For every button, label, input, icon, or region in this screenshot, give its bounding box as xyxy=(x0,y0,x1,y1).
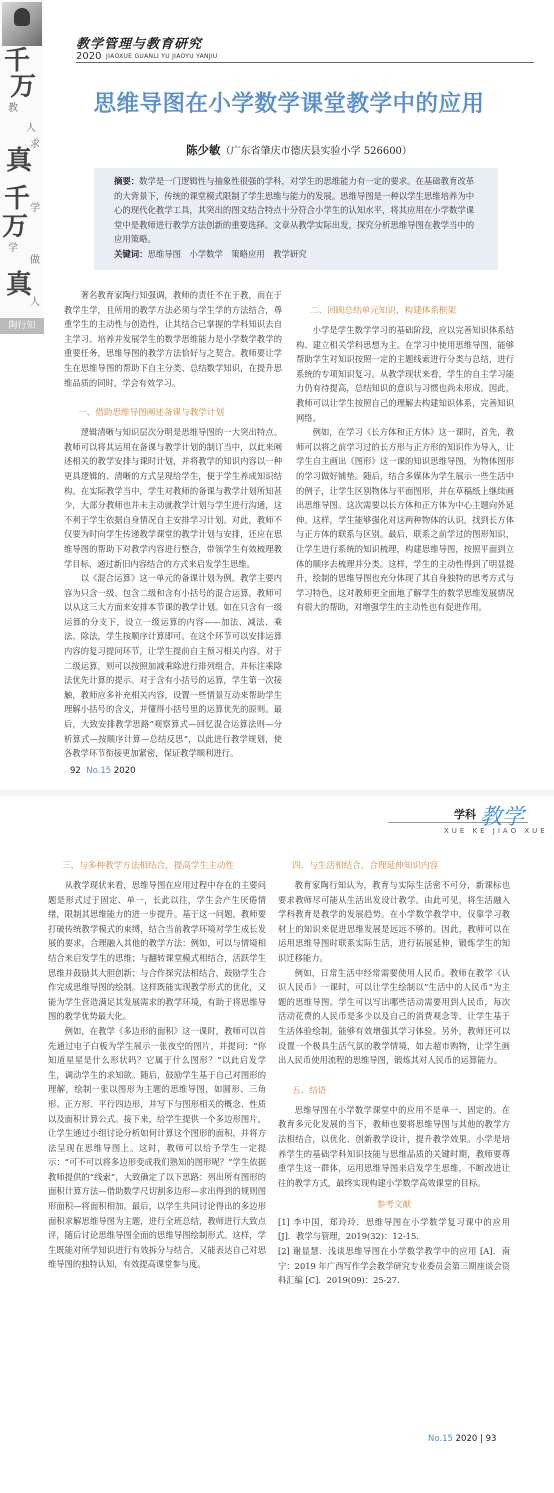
journal-title: 教学管理与教育研究 xyxy=(76,37,203,52)
portrait-image xyxy=(2,2,42,46)
logo-pinyin: XUE KE JIAO XUE xyxy=(444,827,548,835)
keywords-line xyxy=(114,247,478,262)
journal-year: 2020 xyxy=(76,51,102,62)
body-column-1 xyxy=(64,288,282,761)
paragraph: 教育家陶行知认为，教育与实际生活密不可分，新课标也要求教师尽可能从生活出发设计教学。由此可见，将生活融入学科教育是教学的发展趋势。在小学数学教学中，仅靠学习教材上的知识来促进思维发展是远远不够的。因此，教师可以在运用思维导图时联系实际生活，进行拓展延伸，锻炼学生的知识迁移能力。 xyxy=(278,880,510,963)
issue-year: 2020 xyxy=(113,766,136,776)
section-logo xyxy=(418,800,554,840)
deco-glyph: 万 xyxy=(2,212,29,242)
body-column-4 xyxy=(278,843,510,1288)
body-column-2 xyxy=(296,288,514,615)
section-heading: 二、回顾总结单元知识，构建体系框架 xyxy=(310,306,457,316)
paragraph: 著名教育家陶行知强调，教师的责任不在于教，而在于教学生学，且所用的教学方法必须与学生学的方法结合，尊重学生的主动性与创造性，让其结合已掌握的学科知识去自主学习。培养并发展学生的数学思维能力是小学数学教学的重要任务，思维导图的教学方法恰好与之契合。教师要让学生在思维导图的帮助下自主分类、总结数学知识，在提升思维品质的同时，学会有效学习。 xyxy=(64,290,282,388)
reference-item: [1] 李中国，郑玲玲．思维导图在小学数学复习课中的应用 [J]．教学与管理，2019(32)：12-15. xyxy=(278,1216,510,1242)
article-title: 思维导图在小学数学课堂教学中的应用 xyxy=(93,91,485,117)
abstract-box xyxy=(94,168,498,270)
page-divider xyxy=(0,790,554,796)
author-name: 陈少敏 xyxy=(186,143,221,157)
page-folio-left xyxy=(70,766,136,776)
body-column-3 xyxy=(48,843,266,1272)
section-heading: 五、结语 xyxy=(292,1085,327,1096)
page-number: 93 xyxy=(485,1434,497,1444)
deco-glyph: 学 xyxy=(8,243,18,254)
section-heading: 一、借助思维导图阐述备课与教学计划 xyxy=(78,408,225,419)
deco-glyph: 千 xyxy=(4,46,31,76)
keywords-label: 关键词： xyxy=(114,248,148,259)
paragraph: 小学是学生数学学习的基础阶段，应以完善知识体系结构、建立相关学科思想为主。在学习中使用思维导图，能够帮助学生对知识按照一定的主题线索进行分类与总结，进行系统的专项知识复习。从教学现状来看，学生的自主学习能力仍有待提高，总结知识的意识与习惯也尚未形成。因此，教师可以让学生按照自己的理解去构建知识体系，完善知识网络。 xyxy=(296,325,514,423)
paragraph: 从教学现状来看，思维导图在应用过程中存在的主要问题是形式过于固定、单一，长此以往，学生会产生厌倦情绪，限制其思维能力的进一步提升。基于这一问题，教师要打破传统教学模式的束缚，结合当前教学环境对学生成长发展的要求，合理融入其他的教学方法：例如，可以与情境相结合来启发学生的思维；与翻转课堂模式相结合，活跃学生思维并鼓励其大胆创新；与合作探究法相结合，鼓励学生合作完成思维导图的绘制。这样既能实现教学形式的优化，又能为学生营造满足其发展需求的教学环境，有助于将思维导图的教学优势最大化。 xyxy=(48,880,266,1022)
deco-glyph: 人 xyxy=(30,297,40,308)
paragraph: 逻辑清晰与知识层次分明是思维导图的一大突出特点。教师可以将其运用在备课与教学计划的制订当中，以此来阐述相关的教学安排与课时计划，并将教学的知识内容以一种更具逻辑的、清晰的方式呈现给学生，便于学生养成知识结构。在实际教学当中，学生对教师的备课与教学计划所知甚少，大部分教师也并未主动就教学计划与学生进行沟通，这不利于学生依据自身情况自主安排学习计划。对此，教师不仅要为时向学生传递教学课堂的教学计划与安排，还应在思维导图的帮助下对教学内容进行整合，带领学生有效梳理教学目标，通过新旧内容结合的方式来启发学生思维。 xyxy=(64,427,282,569)
keywords: 思维导图 小学数学 策略应用 教学研究 xyxy=(147,248,307,259)
deco-glyph: 真 xyxy=(6,146,33,176)
paragraph: 例如，在教学《多边形的面积》这一课时，教师可以首先通过电子白板为学生展示一张夜空的图片，并提问：“你知道星星是什么形状吗？它属于什么图形？”以此启发学生，调动学生的求知欲。随后，鼓励学生基于自己对图形的理解，绘制一张以图形为主题的思维导图，如圆形、三角形、正方形、平行四边形，并写下与图形相关的概念、性质以及面积计算公式。接下来，给学生提供一个多边形图片，让学生通过小组讨论分析如何计算这个图形的面积，并将方法呈现在思维导图上。这时，教师可以给予学生一定提示：“可不可以将多边形变成我们熟知的图形呢？”学生依据教师提供的“线索”，大致确定了以下思路：列出所有图形的面积计算方法—借助数学尺切割多边形—求出得到的规则图形面积—将面积相加。最后，以学生共同讨论得出的多边形面积求解思维导图为主题，进行全班总结，教师进行大致点评，随后讨论思维导图全面的思维导图绘制形式。这样，学生既能对所学知识进行有效拆分与结合，又能表达自己对思维导图的独特认知，有效提高课堂参与度。 xyxy=(48,1025,266,1270)
paragraph: 例如，日常生活中经常需要使用人民币。教师在教学《认识人民币》一课时，可以让学生绘制以“生活中的人民币”为主题的思维导图。学生可以写出哪些活动需要用到人民币，每次活动花费的人民币是多少以及自己的消费观念等。让学生基于生活体验绘制，能够有效增强其学习体验。另外，教师还可以设置一个极具生活气氛的教学情境，如去超市购物，让学生画出人民币使用流程的思维导图，锻炼其对人民币的运算能力。 xyxy=(278,967,510,1066)
author-line xyxy=(64,142,534,158)
abstract-text xyxy=(114,174,478,247)
journal-pinyin: JIAOXUE GUANLI YU JIAOYU YANJIU xyxy=(106,53,218,60)
author-affiliation: （广东省肇庆市德庆县实验小学 526600） xyxy=(220,146,412,157)
deco-glyph: 万 xyxy=(10,72,37,102)
deco-glyph: 教 xyxy=(8,103,18,114)
deco-glyph: 人 xyxy=(26,123,36,134)
logo-big: 教学 xyxy=(480,805,525,830)
page-folio-right: No.15 2020 | 93 xyxy=(428,1434,497,1444)
deco-glyph: 求 xyxy=(30,139,40,150)
deco-tag: 陶行知 xyxy=(0,318,44,334)
deco-glyph: 学 xyxy=(30,203,40,214)
references-heading: 参考文献 xyxy=(376,1200,412,1211)
paragraph: 以《混合运算》这一单元的备课计划为例。教学主要内容为只含一级、包含二级和含有小括号的混合运算，教师可以从这三大方面来安排本节课的教学计划。如在只含有一级运算的分支下，设立一级运算的内容——加法、减法、乘法、除法，学生按顺序计算即可。在这个环节可以安排运算内容的复习提问环节，让学生提前自主预习相关内容。对于二级运算，则可以按照加减乘除进行排列组合，并标注乘除法优先计算的提示。对于含有小括号的运算，学生第一次接触，教师应多补充相关内容，设置一些情景互动来帮助学生理解小括号的含义，并懂得小括号里的运算优先的原则。最后，大致安排教学思路“观察算式—回忆混合运算法则—分析算式—按顺序计算—总结反思”，以此进行教学规划，使各教学环节衔接更加紧密，保证教学顺利进行。 xyxy=(64,573,282,759)
section-heading: 四、与生活相结合，合理延伸知识内容 xyxy=(292,861,439,871)
issue-number: No.15 xyxy=(86,766,112,776)
deco-glyph: 真 xyxy=(6,270,33,300)
abstract-body: 数学是一门逻辑性与抽象性很强的学科，对学生的思维能力有一定的要求。在基础教育改革的大背景下，传统的课堂模式限制了学生思维与能力的发展。思维导图是一种以学生思维培养为中心的现代化教学工具，其突出的图文结合特点十分符合小学生的认知水平，将其应用在小学数学课堂中是教师进行教学方法创新的重要选择。文章从教学实际出发，探究分析思维导图在教学当中的应用策略。 xyxy=(114,176,475,245)
issue-number: No.15 xyxy=(428,1434,453,1444)
paragraph: 思维导图在小学数学课堂中的应用不是单一、固定的。在教育多元化发展的当下，教师也要将思维导图与其他的教学方法相结合，以优化、创新教学设计，提升教学效果。小学是培养学生的基础学科知识技能与思维品质的关键时期，教师要尊重学生这一群体，运用思维导图来启发学生思维，不断改进让往的教学方式，最终实现构建小学数学高效课堂的目标。 xyxy=(278,1104,510,1188)
logo-cn: 学科 xyxy=(454,808,476,821)
paragraph: 例如，在学习《长方体和正方体》这一课时，首先，教师可以将之前学习过的长方形与正方形的知识作为导入，让学生自主画出《图形》这一课的知识思维导图，为物体图形的学习做好铺垫。随后，结合多媒体为学生展示一些生活中的例子，让学生区别物体与平面图形，并在草稿纸上继续画出思维导图。这次需要以长方体和正方体为中心主题向外延伸。这样，学生能够强化对这两种物体的认识，找到长方体与正方体的联系与区别。最后，联系之前学过的图形知识，让学生进行系统的知识梳理，构建思维导图，按照平面到立体的顺序去梳理并分类。这样，学生的主动性得到了明显提升，绘制的思维导图也充分体现了其自身独特的思考方式与学习特色，这对教师更全面地了解学生的数学思维发展情况有很大的帮助，对增强学生的主动性也有促进作用。 xyxy=(296,427,514,613)
deco-glyph: 千 xyxy=(4,184,31,214)
page-number: 92 xyxy=(70,766,81,776)
calligraphy-decoration xyxy=(0,0,44,335)
reference-item: [2] 谢显慧．浅谈思维导图在小学数学教学中的应用 [A]．南宁：2019 年广西写作学会教学研究专业委员会第三期座谈会资料汇编 [C]．2019(09)：25-27. xyxy=(278,1246,510,1286)
deco-glyph: 做 xyxy=(30,255,40,266)
abstract-label: 摘要： xyxy=(114,176,140,186)
section-heading: 三、与多种教学方法相结合，提高学生主动性 xyxy=(62,861,234,871)
issue-year: 2020 xyxy=(455,1434,478,1444)
header-rule xyxy=(76,62,534,63)
